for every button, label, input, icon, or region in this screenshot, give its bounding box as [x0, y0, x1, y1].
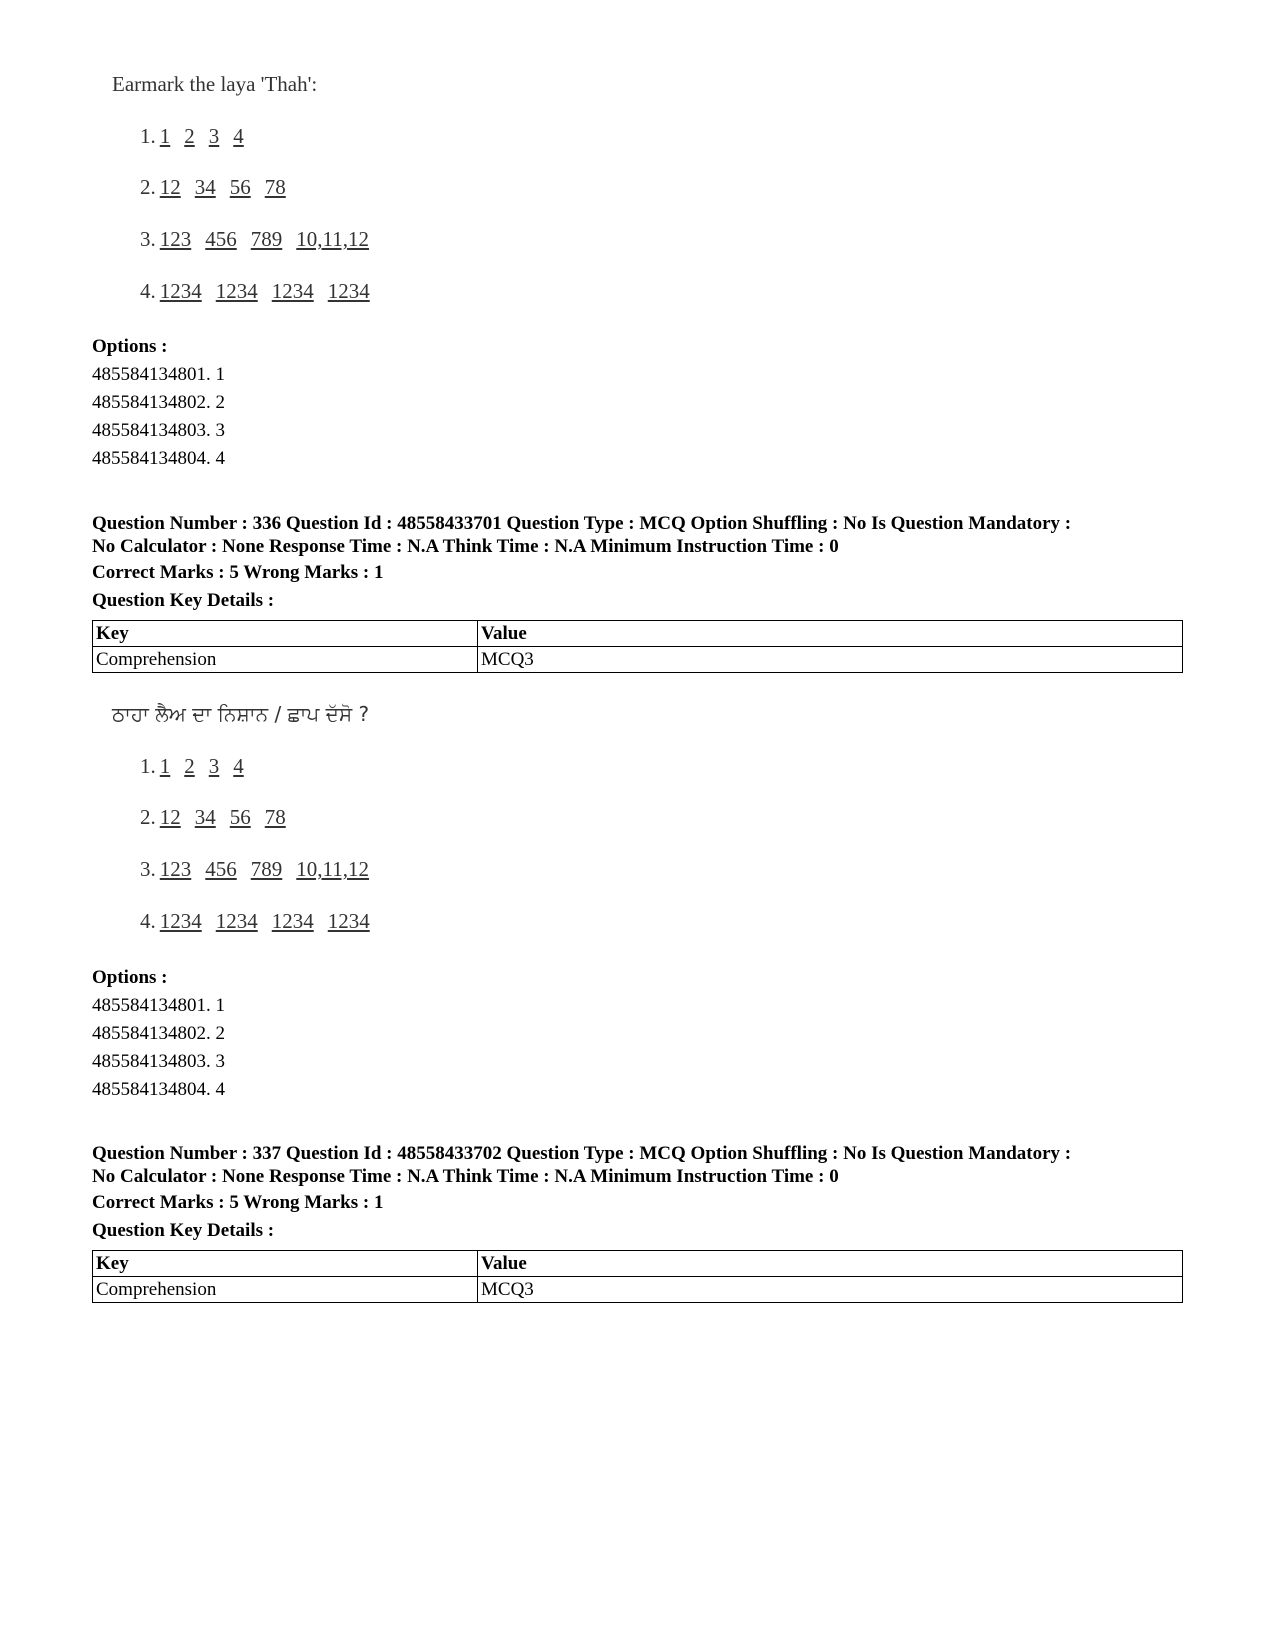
key-details-table: [92, 620, 1183, 673]
table-row: [93, 647, 1183, 673]
choice-item: 3. 123 456 789 10,11,12: [140, 227, 369, 251]
choice-item: 3. 123 456 789 10,11,12: [140, 857, 369, 881]
marks-info: Correct Marks : 5 Wrong Marks : 1: [92, 562, 384, 583]
option-item: 485584134803. 3: [92, 1051, 225, 1072]
option-item: 485584134802. 2: [92, 392, 225, 413]
question-meta-line: No Calculator : None Response Time : N.A Think Time : N.A Minimum Instruction Time : 0: [92, 1166, 839, 1187]
option-item: 485584134801. 1: [92, 995, 225, 1016]
option-item: 485584134804. 4: [92, 448, 225, 469]
question-meta: [92, 1142, 1202, 1188]
question-meta-line: Question Number : 337 Question Id : 48558433702 Question Type : MCQ Option Shuffling : No Is Question Mandatory :: [92, 1143, 1072, 1164]
question-image: [112, 72, 452, 303]
table-cell: MCQ3: [478, 647, 1183, 673]
table-cell: Comprehension: [93, 1277, 478, 1303]
question-meta-line: No Calculator : None Response Time : N.A Think Time : N.A Minimum Instruction Time : 0: [92, 536, 839, 557]
marks-info: Correct Marks : 5 Wrong Marks : 1: [92, 1192, 384, 1213]
table-header: Key: [93, 621, 478, 647]
choice-item: 2. 12 34 56 78: [140, 175, 286, 199]
table-header: Key: [93, 1251, 478, 1277]
question-text: Earmark the laya 'Thah':: [112, 72, 318, 96]
option-item: 485584134804. 4: [92, 1079, 225, 1100]
option-item: 485584134803. 3: [92, 420, 225, 441]
choice-item: 1. 1 2 3 4: [140, 754, 244, 778]
option-item: 485584134802. 2: [92, 1023, 225, 1044]
choice-item: 1. 1 2 3 4: [140, 124, 244, 148]
table-row: [93, 1277, 1183, 1303]
table-header-row: [93, 1251, 1183, 1277]
choice-item: 4. 1234 1234 1234 1234: [140, 909, 370, 933]
options-label: Options :: [92, 967, 168, 988]
question-text: ਠਾਹਾ ਲੈਅ ਦਾ ਨਿਸ਼ਾਨ / ਛਾਪ ਦੱਸੋ ?: [112, 702, 370, 726]
table-header-row: [93, 621, 1183, 647]
choice-item: 2. 12 34 56 78: [140, 805, 286, 829]
question-meta: [92, 512, 1202, 558]
choice-item: 4. 1234 1234 1234 1234: [140, 279, 370, 303]
key-details-table: [92, 1250, 1183, 1303]
table-cell: MCQ3: [478, 1277, 1183, 1303]
key-details-label: Question Key Details :: [92, 590, 275, 611]
option-item: 485584134801. 1: [92, 364, 225, 385]
question-image: [112, 702, 452, 933]
options-label: Options :: [92, 336, 168, 357]
key-details-label: Question Key Details :: [92, 1220, 275, 1241]
question-meta-line: Question Number : 336 Question Id : 48558433701 Question Type : MCQ Option Shuffling : No Is Question Mandatory :: [92, 513, 1072, 534]
table-header: Value: [478, 1251, 1183, 1277]
table-cell: Comprehension: [93, 647, 478, 673]
table-header: Value: [478, 621, 1183, 647]
